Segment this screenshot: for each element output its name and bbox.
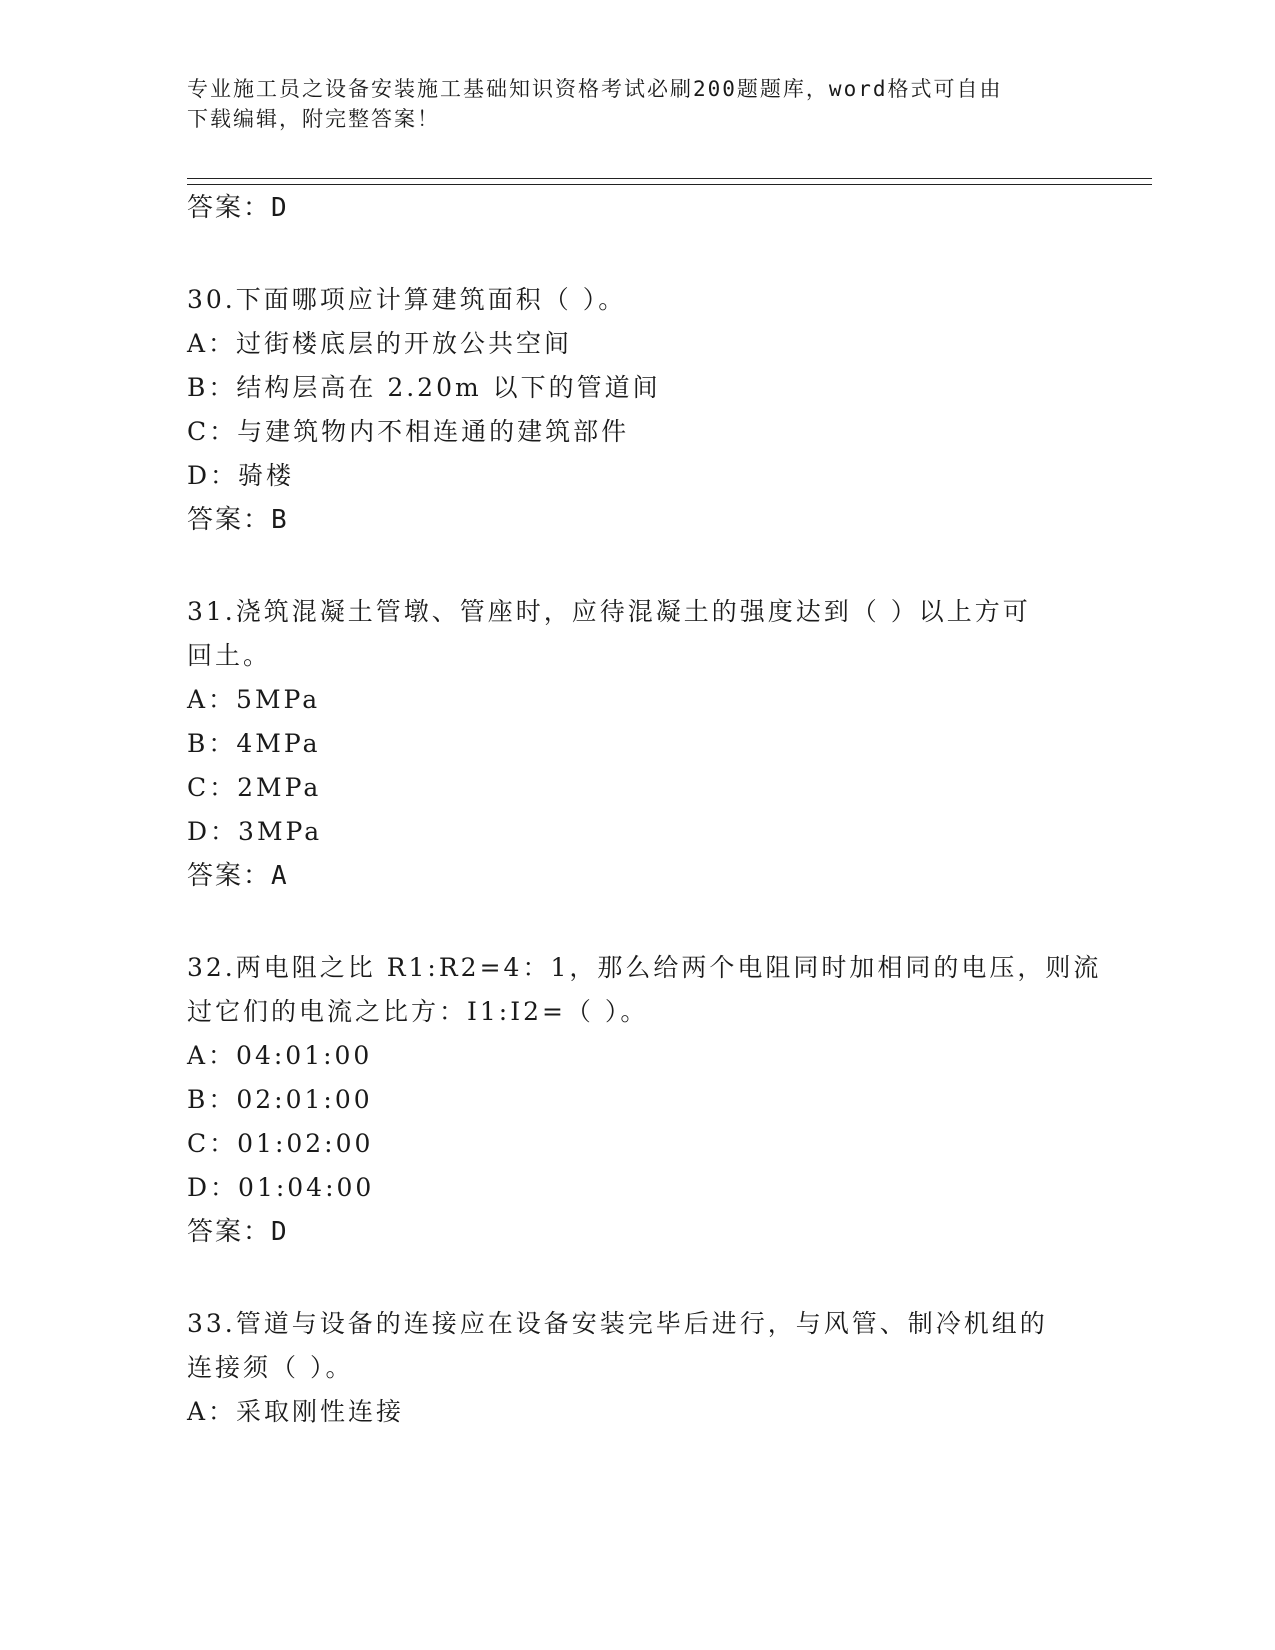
question-32-answer [187, 1210, 288, 1254]
answer-label: 答案： [187, 193, 272, 223]
header-divider-top [187, 178, 1152, 179]
question-31-stem-line-2: 回土。 [187, 641, 272, 670]
question-31-answer [187, 854, 288, 898]
answer-value: A [271, 861, 288, 891]
question-33-stem-line-1: 33.管道与设备的连接应在设备安装完毕后进行，与风管、制冷机组的 [187, 1309, 1048, 1338]
question-31-stem-line-1: 31.浇筑混凝土管墩、管座时，应待混凝土的强度达到（ ）以上方可 [187, 597, 1031, 626]
question-30-option-a: A：过街楼底层的开放公共空间 [187, 329, 573, 358]
question-32-option-d: D：01:04:00 [187, 1173, 375, 1202]
question-30-answer [187, 498, 288, 542]
answer-label: 答案： [187, 861, 272, 891]
answer-value: D [271, 1217, 288, 1247]
header-line-2: 下载编辑，附完整答案！ [187, 107, 440, 131]
question-32-stem-line-1: 32.两电阻之比 R1:R2=4：1，那么给两个电阻同时加相同的电压，则流 [187, 953, 1102, 982]
question-31-option-c: C：2MPa [187, 773, 322, 802]
question-31-option-a: A：5MPa [187, 685, 321, 714]
question-30-option-b: B：结构层高在 2.20m 以下的管道间 [187, 373, 661, 402]
question-33-option-a: A：采取刚性连接 [187, 1397, 405, 1426]
answer-value: D [271, 193, 288, 223]
answer-value: B [271, 505, 288, 535]
question-30-stem-line-1: 30.下面哪项应计算建筑面积（ ）。 [187, 285, 627, 314]
question-32-stem-line-2: 过它们的电流之比方：I1:I2=（ ）。 [187, 997, 649, 1026]
question-32-option-b: B：02:01:00 [187, 1085, 373, 1114]
question-30-option-c: C：与建筑物内不相连通的建筑部件 [187, 417, 630, 446]
question-31-option-d: D：3MPa [187, 817, 323, 846]
document-header [187, 74, 1087, 134]
answer-label: 答案： [187, 1217, 272, 1247]
prev-answer [187, 186, 288, 230]
header-divider-bottom [187, 184, 1152, 185]
question-33-stem-line-2: 连接须（ ）。 [187, 1353, 354, 1382]
question-32-option-c: C：01:02:00 [187, 1129, 374, 1158]
question-32-option-a: A：04:01:00 [187, 1041, 373, 1070]
question-31-option-b: B：4MPa [187, 729, 321, 758]
question-30-option-d: D：骑楼 [187, 461, 295, 490]
header-line-1: 专业施工员之设备安装施工基础知识资格考试必刷200题题库，word格式可自由 [187, 77, 1003, 101]
answer-label: 答案： [187, 505, 272, 535]
